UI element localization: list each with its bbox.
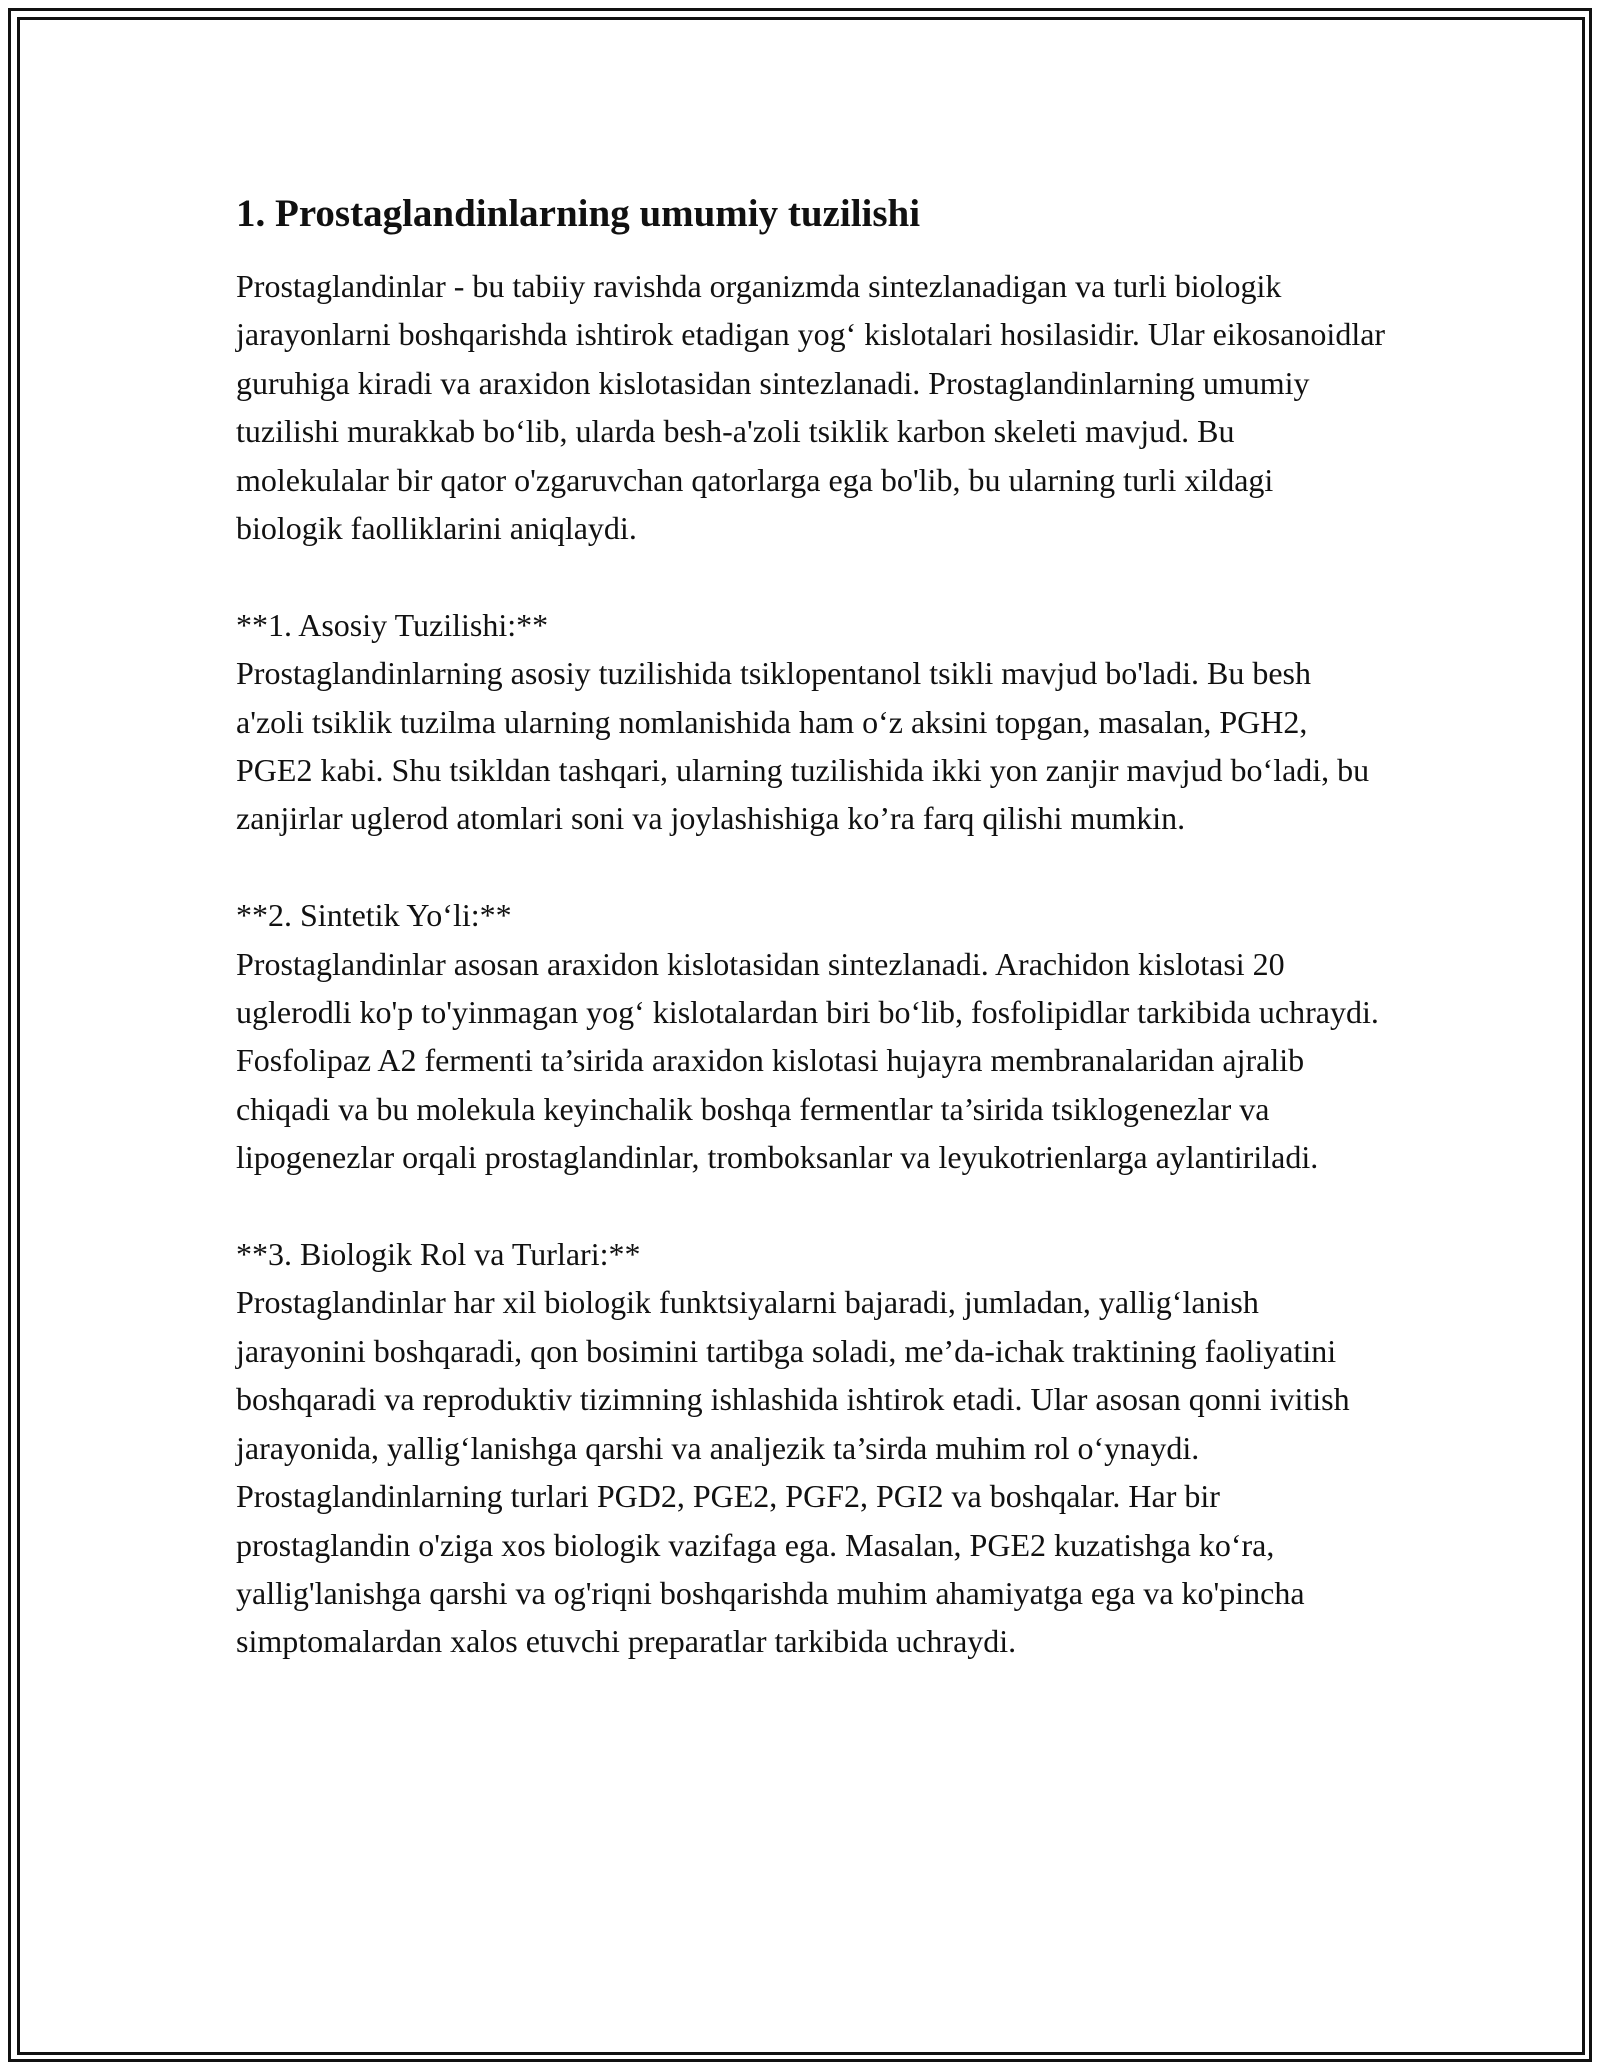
section-paragraph-turlari: Prostaglandinlarning turlari PGD2, PGE2, PGF2, PGI2 va boshqalar. Har bir prostaglandin o'ziga xos biologik vazifaga ega. Masalan, PGE2 kuzatishga ko‘ra, yallig'lanishga qarshi va og'riqni boshqarishda muhim ahamiyatga ega va ko'pincha simptomalardan xalos etuvchi preparatlar tarkibida uchraydi. [236,1478,1305,1660]
section-heading-biologik-rol: **3. Biologik Rol va Turlari:** [236,1236,641,1273]
section-paragraph-asosiy-tuzilishi: Prostaglandinlarning asosiy tuzilishida tsiklopentanol tsikli mavjud bo'ladi. Bu besh a'zoli tsiklik tuzilma ularning nomlanishida ham o‘z aksini topgan, masalan, PGH2, PGE2 kabi. Shu tsikldan tashqari, ularning tuzilishida ikki yon zanjir mavjud bo‘ladi, bu zanjirlar uglerod atomlari soni va joylashishiga ko’ra farq qilishi mumkin. [236,655,1370,837]
section-paragraph-biologik-rol: Prostaglandinlar har xil biologik funktsiyalarni bajaradi, jumladan, yallig‘lanish jarayonini boshqaradi, qon bosimini tartibga soladi, me’da-ichak traktining faoliyatini boshqaradi va reproduktiv tizimning ishlashida ishtirok etadi. Ular asosan qonni ivitish jarayonida, yallig‘lanishga qarshi va analjezik ta’sirda muhim rol o‘ynaydi. [236,1284,1350,1466]
section-heading-sintetik-yoli: **2. Sintetik Yo‘li:** [236,897,512,934]
document-title: 1. Prostaglandinlarning umumiy tuzilishi [236,192,921,235]
section-paragraph-sintetik-yoli: Prostaglandinlar asosan araxidon kislotasidan sintezlanadi. Arachidon kislotasi 20 uglerodli ko'p to'yinmagan yog‘ kislotalardan biri bo‘lib, fosfolipidlar tarkibida uchraydi. Fosfolipaz A2 fermenti ta’sirida araxidon kislotasi hujayra membranalaridan ajralib chiqadi va bu molekula keyinchalik boshqa fermentlar ta’sirida tsiklogenezlar va lipogenezlar orqali prostaglandinlar, tromboksanlar va leyukotrienlarga aylantiriladi. [236,945,1379,1176]
document-body [236,188,1386,1666]
section-heading-asosiy-tuzilishi: **1. Asosiy Tuzilishi:** [236,606,549,643]
intro-paragraph: Prostaglandinlar - bu tabiiy ravishda organizmda sintezlanadigan va turli biologik jarayonlarni boshqarishda ishtirok etadigan yog‘ kislotalari hosilasidir. Ular eikosanoidlar guruhiga kiradi va araxidon kislotasidan sintezlanadi. Prostaglandinlarning umumiy tuzilishi murakkab bo‘lib, ularda besh-a'zoli tsiklik karbon skeleti mavjud. Bu molekulalar bir qator o'zgaruvchan qatorlarga ega bo'lib, bu ularning turli xildagi biologik faolliklarini aniqlaydi. [236,268,1386,547]
